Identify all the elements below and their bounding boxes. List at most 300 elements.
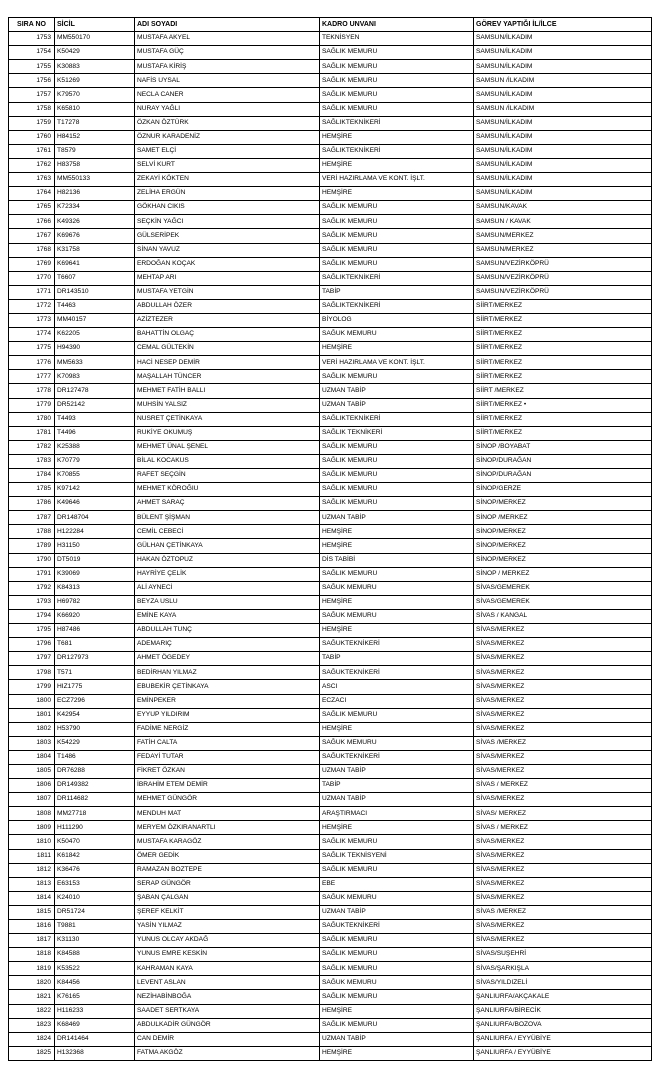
cell-kadro-unvani: SAĞLIK MEMURU xyxy=(320,863,474,877)
table-row xyxy=(9,299,652,313)
cell-adi-soyadi: SERAP GÜNGÖR xyxy=(135,877,320,891)
cell-kadro-unvani: DİS TABİBİ xyxy=(320,553,474,567)
table-row xyxy=(9,116,652,130)
cell-kadro-unvani: SAĞLIK MEMURU xyxy=(320,1018,474,1032)
table-row xyxy=(9,680,652,694)
cell-kadro-unvani: SAĞLIK MEMURU xyxy=(320,962,474,976)
cell-sicil: DR127478 xyxy=(55,384,135,398)
cell-sira-no: 1788 xyxy=(9,525,55,539)
cell-gorev-yeri: SİİRT /MERKEZ xyxy=(474,384,652,398)
cell-kadro-unvani: SAĞLIK MEMURU xyxy=(320,102,474,116)
table-row xyxy=(9,990,652,1004)
cell-sira-no: 1770 xyxy=(9,271,55,285)
table-row xyxy=(9,215,652,229)
cell-adi-soyadi: ZELİHA ERGÜN xyxy=(135,187,320,201)
cell-sicil: K50429 xyxy=(55,46,135,60)
table-row xyxy=(9,187,652,201)
cell-gorev-yeri: SAMSUN/MERKEZ xyxy=(474,229,652,243)
cell-gorev-yeri: SİVAS /MERKEZ xyxy=(474,905,652,919)
cell-sicil: MM550133 xyxy=(55,173,135,187)
cell-gorev-yeri: SİVAS/MERKEZ xyxy=(474,793,652,807)
cell-sicil: K79570 xyxy=(55,88,135,102)
cell-sicil: T4496 xyxy=(55,426,135,440)
cell-adi-soyadi: NEZİHABİNBOĞA xyxy=(135,990,320,1004)
cell-adi-soyadi: AHMET ÖGEDEY xyxy=(135,652,320,666)
cell-sicil: K97142 xyxy=(55,483,135,497)
cell-adi-soyadi: GÜLSERİPEK xyxy=(135,229,320,243)
cell-gorev-yeri: SİVAS/MERKEZ xyxy=(474,877,652,891)
cell-kadro-unvani: UZMAN TABİP xyxy=(320,398,474,412)
table-row xyxy=(9,440,652,454)
cell-sira-no: 1800 xyxy=(9,694,55,708)
cell-adi-soyadi: CAN DEMİR xyxy=(135,1032,320,1046)
cell-kadro-unvani: SAĞUK MEMURU xyxy=(320,581,474,595)
cell-kadro-unvani: SAĞLIKTEKNİKERİ xyxy=(320,144,474,158)
cell-sira-no: 1824 xyxy=(9,1032,55,1046)
cell-sira-no: 1757 xyxy=(9,88,55,102)
cell-sicil: T571 xyxy=(55,666,135,680)
cell-kadro-unvani: TABİP xyxy=(320,285,474,299)
cell-kadro-unvani: SAĞUKTEKNİKERİ xyxy=(320,750,474,764)
table-row xyxy=(9,821,652,835)
table-row xyxy=(9,581,652,595)
cell-gorev-yeri: SİVAS/MERKEZ xyxy=(474,638,652,652)
cell-kadro-unvani: ARAŞTIRMACI xyxy=(320,807,474,821)
cell-kadro-unvani: HEMŞİRE xyxy=(320,158,474,172)
cell-sicil: MM550170 xyxy=(55,32,135,46)
cell-adi-soyadi: MERYEM ÖZKIRANARTLI xyxy=(135,821,320,835)
cell-sicil: K61842 xyxy=(55,849,135,863)
cell-kadro-unvani: SAĞLIK MEMURU xyxy=(320,483,474,497)
cell-adi-soyadi: ADEMARIÇ xyxy=(135,638,320,652)
cell-kadro-unvani: SAĞLIKTEKNİKERİ xyxy=(320,412,474,426)
cell-sicil: K24010 xyxy=(55,891,135,905)
cell-gorev-yeri: SİVAS/ MERKEZ xyxy=(474,807,652,821)
table-row xyxy=(9,201,652,215)
cell-sira-no: 1782 xyxy=(9,440,55,454)
cell-sicil: K62205 xyxy=(55,328,135,342)
cell-gorev-yeri: SİNOP/MERKEZ xyxy=(474,497,652,511)
cell-sira-no: 1817 xyxy=(9,934,55,948)
table-row xyxy=(9,948,652,962)
cell-kadro-unvani: HEMŞİRE xyxy=(320,1046,474,1060)
cell-sira-no: 1769 xyxy=(9,257,55,271)
cell-kadro-unvani: HEMŞİRE xyxy=(320,624,474,638)
cell-gorev-yeri: SİVAS/MERKEZ xyxy=(474,666,652,680)
cell-adi-soyadi: NECLA CANER xyxy=(135,88,320,102)
table-row xyxy=(9,384,652,398)
cell-kadro-unvani: HEMŞİRE xyxy=(320,722,474,736)
cell-kadro-unvani: EBE xyxy=(320,877,474,891)
cell-sira-no: 1807 xyxy=(9,793,55,807)
table-row xyxy=(9,32,652,46)
cell-kadro-unvani: SAĞLIK MEMURU xyxy=(320,708,474,722)
cell-sira-no: 1755 xyxy=(9,60,55,74)
cell-sicil: H82136 xyxy=(55,187,135,201)
cell-sira-no: 1791 xyxy=(9,567,55,581)
table-row xyxy=(9,905,652,919)
table-row xyxy=(9,313,652,327)
cell-sicil: DR149382 xyxy=(55,779,135,793)
cell-gorev-yeri: ŞANLIURFA/AKÇAKALE xyxy=(474,990,652,1004)
cell-gorev-yeri: SİNOP/MERKEZ xyxy=(474,553,652,567)
cell-sira-no: 1796 xyxy=(9,638,55,652)
cell-adi-soyadi: FİKRET ÖZKAN xyxy=(135,764,320,778)
cell-sicil: T4463 xyxy=(55,299,135,313)
cell-sicil: MM27718 xyxy=(55,807,135,821)
cell-adi-soyadi: SELVİ KURT xyxy=(135,158,320,172)
cell-gorev-yeri: SİVAS/MERKEZ xyxy=(474,863,652,877)
cell-sira-no: 1754 xyxy=(9,46,55,60)
cell-gorev-yeri: SİVAS/MERKEZ xyxy=(474,680,652,694)
table-row xyxy=(9,88,652,102)
cell-gorev-yeri: SİVAS/MERKEZ xyxy=(474,849,652,863)
cell-kadro-unvani: SAĞLIK MEMURU xyxy=(320,215,474,229)
cell-sira-no: 1774 xyxy=(9,328,55,342)
cell-sicil: K49646 xyxy=(55,497,135,511)
cell-kadro-unvani: SAĞLIK MEMURU xyxy=(320,934,474,948)
cell-adi-soyadi: RUKİYE OKUMUŞ xyxy=(135,426,320,440)
cell-sicil: T681 xyxy=(55,638,135,652)
cell-adi-soyadi: MENDUH MAT xyxy=(135,807,320,821)
table-row xyxy=(9,412,652,426)
cell-adi-soyadi: MEHMET GÜNGÖR xyxy=(135,793,320,807)
header-sira-no: SIRA NO xyxy=(9,18,55,32)
cell-gorev-yeri: SAMSUN/İLKADIM xyxy=(474,116,652,130)
cell-kadro-unvani: SAĞUKTEKNİKERİ xyxy=(320,666,474,680)
cell-adi-soyadi: FEDAYİ TUTAR xyxy=(135,750,320,764)
table-row xyxy=(9,342,652,356)
cell-gorev-yeri: SİNOP / MERKEZ xyxy=(474,567,652,581)
cell-sira-no: 1790 xyxy=(9,553,55,567)
cell-sicil: K31758 xyxy=(55,243,135,257)
table-row xyxy=(9,1018,652,1032)
cell-gorev-yeri: SAMSUN/VEZİRKÖPRÜ xyxy=(474,257,652,271)
cell-gorev-yeri: SİVAS/MERKEZ xyxy=(474,708,652,722)
cell-gorev-yeri: SİİRT/MERKEZ xyxy=(474,370,652,384)
table-row xyxy=(9,877,652,891)
cell-gorev-yeri: SİNOP/MERKEZ xyxy=(474,539,652,553)
cell-sicil: MM5633 xyxy=(55,356,135,370)
cell-sicil: K70983 xyxy=(55,370,135,384)
cell-adi-soyadi: BEYZA USLU xyxy=(135,595,320,609)
table-row xyxy=(9,807,652,821)
table-row xyxy=(9,1046,652,1060)
table-row xyxy=(9,976,652,990)
cell-kadro-unvani: ASCI xyxy=(320,680,474,694)
cell-sira-no: 1802 xyxy=(9,722,55,736)
cell-sicil: H111290 xyxy=(55,821,135,835)
cell-sira-no: 1793 xyxy=(9,595,55,609)
cell-gorev-yeri: ŞANLIURFA/BOZOVA xyxy=(474,1018,652,1032)
table-row xyxy=(9,46,652,60)
cell-sira-no: 1765 xyxy=(9,201,55,215)
cell-kadro-unvani: SAĞUK MEMURU xyxy=(320,609,474,623)
cell-sira-no: 1825 xyxy=(9,1046,55,1060)
cell-adi-soyadi: MUSTAFA KARAGÖZ xyxy=(135,835,320,849)
cell-sicil: H94390 xyxy=(55,342,135,356)
cell-sira-no: 1806 xyxy=(9,779,55,793)
cell-sicil: K42954 xyxy=(55,708,135,722)
cell-adi-soyadi: ALİ AYNECİ xyxy=(135,581,320,595)
cell-sira-no: 1756 xyxy=(9,74,55,88)
header-sicil: SİCİL xyxy=(55,18,135,32)
cell-sicil: K49326 xyxy=(55,215,135,229)
cell-gorev-yeri: SİVAS /MERKEZ xyxy=(474,736,652,750)
table-row xyxy=(9,370,652,384)
cell-sira-no: 1814 xyxy=(9,891,55,905)
cell-gorev-yeri: SAMSUN/İLKADIM xyxy=(474,88,652,102)
cell-sira-no: 1822 xyxy=(9,1004,55,1018)
cell-adi-soyadi: FATİH CALTA xyxy=(135,736,320,750)
cell-gorev-yeri: SİVAS/ŞARKIŞLA xyxy=(474,962,652,976)
header-kadro-unvani: KADRO UNVANI xyxy=(320,18,474,32)
cell-sicil: H31150 xyxy=(55,539,135,553)
table-row xyxy=(9,356,652,370)
cell-kadro-unvani: HEMŞİRE xyxy=(320,130,474,144)
cell-kadro-unvani: HEMŞİRE xyxy=(320,1004,474,1018)
cell-sicil: DR143510 xyxy=(55,285,135,299)
table-row xyxy=(9,779,652,793)
cell-gorev-yeri: SİVAS/MERKEZ xyxy=(474,652,652,666)
table-row xyxy=(9,624,652,638)
header-adi-soyadi: ADI SOYADI xyxy=(135,18,320,32)
table-row xyxy=(9,271,652,285)
cell-kadro-unvani: UZMAN TABİP xyxy=(320,511,474,525)
cell-adi-soyadi: BİLAL KOCAKUS xyxy=(135,454,320,468)
table-row xyxy=(9,666,652,680)
cell-adi-soyadi: ÖMER GEDİK xyxy=(135,849,320,863)
cell-sira-no: 1780 xyxy=(9,412,55,426)
personnel-list-sheet xyxy=(8,17,651,1061)
table-row xyxy=(9,1004,652,1018)
cell-adi-soyadi: MUSTAFA YETGİN xyxy=(135,285,320,299)
cell-sira-no: 1805 xyxy=(9,764,55,778)
table-row xyxy=(9,60,652,74)
cell-kadro-unvani: SAĞLIK MEMURU xyxy=(320,567,474,581)
cell-gorev-yeri: SAMSUN/KAVAK xyxy=(474,201,652,215)
cell-sira-no: 1760 xyxy=(9,130,55,144)
cell-kadro-unvani: SAĞLIK TEKNİSYENİ xyxy=(320,849,474,863)
cell-kadro-unvani: SAĞLIKTEKNİKERİ xyxy=(320,299,474,313)
cell-sicil: K84313 xyxy=(55,581,135,595)
cell-gorev-yeri: SİVAS / MERKEZ xyxy=(474,779,652,793)
table-row xyxy=(9,567,652,581)
table-row xyxy=(9,863,652,877)
cell-adi-soyadi: MEHMET KÖROĞIU xyxy=(135,483,320,497)
cell-sira-no: 1785 xyxy=(9,483,55,497)
cell-sira-no: 1764 xyxy=(9,187,55,201)
cell-adi-soyadi: AHMET SARAÇ xyxy=(135,497,320,511)
cell-kadro-unvani: SAĞLIK MEMURU xyxy=(320,497,474,511)
cell-sira-no: 1816 xyxy=(9,920,55,934)
cell-adi-soyadi: MEHMET ÜNAL ŞENEL xyxy=(135,440,320,454)
cell-adi-soyadi: YUNUS EMRE KESKİN xyxy=(135,948,320,962)
cell-adi-soyadi: CEMAL GÜLTEKİN xyxy=(135,342,320,356)
table-row xyxy=(9,708,652,722)
table-row xyxy=(9,835,652,849)
cell-gorev-yeri: SİVAS/MERKEZ xyxy=(474,934,652,948)
cell-adi-soyadi: YUNUS OLCAY AKDAĞ xyxy=(135,934,320,948)
cell-adi-soyadi: KAHRAMAN KAYA xyxy=(135,962,320,976)
cell-sira-no: 1798 xyxy=(9,666,55,680)
cell-kadro-unvani: SAĞLIK TEKNİKERİ xyxy=(320,426,474,440)
table-row xyxy=(9,144,652,158)
cell-sira-no: 1772 xyxy=(9,299,55,313)
table-row xyxy=(9,257,652,271)
cell-sira-no: 1810 xyxy=(9,835,55,849)
cell-kadro-unvani: UZMAN TABİP xyxy=(320,793,474,807)
cell-sira-no: 1799 xyxy=(9,680,55,694)
cell-gorev-yeri: SAMSUN /İLKADIM xyxy=(474,74,652,88)
cell-sicil: H87486 xyxy=(55,624,135,638)
cell-kadro-unvani: SAĞLIKTEKNİKERİ xyxy=(320,116,474,130)
table-row xyxy=(9,750,652,764)
table-row xyxy=(9,525,652,539)
cell-gorev-yeri: SAMSUN / KAVAK xyxy=(474,215,652,229)
personnel-table xyxy=(8,17,652,1061)
cell-gorev-yeri: SAMSUN/MERKEZ xyxy=(474,243,652,257)
cell-gorev-yeri: SİVAS/MERKEZ xyxy=(474,722,652,736)
cell-kadro-unvani: SAĞUK MEMURU xyxy=(320,328,474,342)
cell-adi-soyadi: SİNAN YAVUZ xyxy=(135,243,320,257)
cell-gorev-yeri: ŞANLIURFA / EYYÜBİYE xyxy=(474,1032,652,1046)
cell-sira-no: 1762 xyxy=(9,158,55,172)
cell-sira-no: 1778 xyxy=(9,384,55,398)
cell-gorev-yeri: SAMSUN/İLKADIM xyxy=(474,46,652,60)
cell-gorev-yeri: SİVAS/SUŞEHRİ xyxy=(474,948,652,962)
cell-adi-soyadi: EMİNPEKER xyxy=(135,694,320,708)
table-row xyxy=(9,595,652,609)
cell-kadro-unvani: VERİ HAZIRLAMA VE KONT. İŞLT. xyxy=(320,173,474,187)
cell-gorev-yeri: ŞANLIURFA / EYYÜBİYE xyxy=(474,1046,652,1060)
cell-kadro-unvani: SAĞLIK MEMURU xyxy=(320,469,474,483)
cell-adi-soyadi: ŞEREF KELKİT xyxy=(135,905,320,919)
cell-adi-soyadi: RAMAZAN BOZTEPE xyxy=(135,863,320,877)
cell-sicil: H122284 xyxy=(55,525,135,539)
cell-gorev-yeri: SAMSUN/İLKADIM xyxy=(474,60,652,74)
cell-gorev-yeri: SİVAS/GEMEREK xyxy=(474,595,652,609)
cell-gorev-yeri: SİVAS/MERKEZ xyxy=(474,694,652,708)
table-row xyxy=(9,173,652,187)
table-row xyxy=(9,497,652,511)
cell-gorev-yeri: SAMSUN/İLKADIM xyxy=(474,130,652,144)
cell-sicil: DR51724 xyxy=(55,905,135,919)
cell-sira-no: 1804 xyxy=(9,750,55,764)
cell-kadro-unvani: ECZACI xyxy=(320,694,474,708)
cell-kadro-unvani: SAĞLIK MEMURU xyxy=(320,370,474,384)
cell-sicil: K54229 xyxy=(55,736,135,750)
cell-gorev-yeri: SİNOP/DURAĞAN xyxy=(474,454,652,468)
cell-sira-no: 1815 xyxy=(9,905,55,919)
cell-kadro-unvani: SAĞLIK MEMURU xyxy=(320,990,474,1004)
cell-sira-no: 1795 xyxy=(9,624,55,638)
cell-sira-no: 1781 xyxy=(9,426,55,440)
cell-sicil: H84152 xyxy=(55,130,135,144)
cell-sicil: K51269 xyxy=(55,74,135,88)
cell-adi-soyadi: EMİNE KAYA xyxy=(135,609,320,623)
header-gorev-yeri: GÖREV YAPTIĞI İL/İLCE xyxy=(474,18,652,32)
cell-adi-soyadi: HACİ NESEP DEMİR xyxy=(135,356,320,370)
table-row xyxy=(9,483,652,497)
cell-gorev-yeri: SAMSUN/İLKADIM xyxy=(474,32,652,46)
cell-kadro-unvani: BİYOLOG xyxy=(320,313,474,327)
cell-adi-soyadi: MUHSİN YALSIZ xyxy=(135,398,320,412)
cell-sira-no: 1820 xyxy=(9,976,55,990)
cell-sicil: T6607 xyxy=(55,271,135,285)
cell-gorev-yeri: SAMSUN/İLKADIM xyxy=(474,144,652,158)
cell-kadro-unvani: SAĞUK MEMURU xyxy=(320,891,474,905)
table-row xyxy=(9,793,652,807)
cell-gorev-yeri: SİİRT/MERKEZ xyxy=(474,328,652,342)
cell-sira-no: 1779 xyxy=(9,398,55,412)
cell-kadro-unvani: SAĞLIKTEKNİKERİ xyxy=(320,271,474,285)
cell-adi-soyadi: RAFET SEÇGİN xyxy=(135,469,320,483)
cell-sicil: DR141464 xyxy=(55,1032,135,1046)
cell-gorev-yeri: SİVAS/MERKEZ xyxy=(474,624,652,638)
cell-sicil: H116233 xyxy=(55,1004,135,1018)
cell-adi-soyadi: HAKAN ÖZTOPUZ xyxy=(135,553,320,567)
cell-gorev-yeri: SİVAS/MERKEZ xyxy=(474,750,652,764)
cell-sicil: K84456 xyxy=(55,976,135,990)
cell-gorev-yeri: SAMSUN/İLKADIM xyxy=(474,187,652,201)
cell-sicil: K68469 xyxy=(55,1018,135,1032)
table-row xyxy=(9,74,652,88)
table-row xyxy=(9,454,652,468)
cell-adi-soyadi: İBRAHİM ETEM DEMİR xyxy=(135,779,320,793)
cell-sicil: K70855 xyxy=(55,469,135,483)
cell-adi-soyadi: SAADET SERTKAYA xyxy=(135,1004,320,1018)
cell-adi-soyadi: HAYRİYE ÇELİK xyxy=(135,567,320,581)
cell-sira-no: 1808 xyxy=(9,807,55,821)
cell-sicil: DT5019 xyxy=(55,553,135,567)
table-row xyxy=(9,962,652,976)
cell-sicil: T9881 xyxy=(55,920,135,934)
cell-adi-soyadi: SAMET ELÇİ xyxy=(135,144,320,158)
cell-sira-no: 1773 xyxy=(9,313,55,327)
cell-sira-no: 1811 xyxy=(9,849,55,863)
cell-sicil: DR127973 xyxy=(55,652,135,666)
table-row xyxy=(9,722,652,736)
cell-kadro-unvani: SAĞUK MEMURU xyxy=(320,736,474,750)
cell-sicil: K53522 xyxy=(55,962,135,976)
table-row xyxy=(9,1032,652,1046)
cell-kadro-unvani: TEKNİSYEN xyxy=(320,32,474,46)
cell-sira-no: 1821 xyxy=(9,990,55,1004)
cell-kadro-unvani: HEMŞİRE xyxy=(320,342,474,356)
cell-sicil: K69676 xyxy=(55,229,135,243)
cell-sicil: K69641 xyxy=(55,257,135,271)
cell-kadro-unvani: SAĞLIK MEMURU xyxy=(320,440,474,454)
cell-sicil: K66920 xyxy=(55,609,135,623)
table-row xyxy=(9,229,652,243)
cell-adi-soyadi: CEMİL CEBECİ xyxy=(135,525,320,539)
cell-sira-no: 1763 xyxy=(9,173,55,187)
cell-adi-soyadi: NURAY YAĞLI xyxy=(135,102,320,116)
table-row xyxy=(9,694,652,708)
cell-adi-soyadi: ABDULLAH TUNÇ xyxy=(135,624,320,638)
cell-kadro-unvani: UZMAN TABİP xyxy=(320,764,474,778)
cell-kadro-unvani: SAĞLIK MEMURU xyxy=(320,835,474,849)
cell-adi-soyadi: MUSTAFA GÜÇ xyxy=(135,46,320,60)
cell-gorev-yeri: SİİRT/MERKEZ xyxy=(474,356,652,370)
table-row xyxy=(9,285,652,299)
cell-sira-no: 1818 xyxy=(9,948,55,962)
table-row xyxy=(9,328,652,342)
cell-sira-no: 1809 xyxy=(9,821,55,835)
cell-adi-soyadi: MEHTAP ARI xyxy=(135,271,320,285)
cell-sira-no: 1792 xyxy=(9,581,55,595)
